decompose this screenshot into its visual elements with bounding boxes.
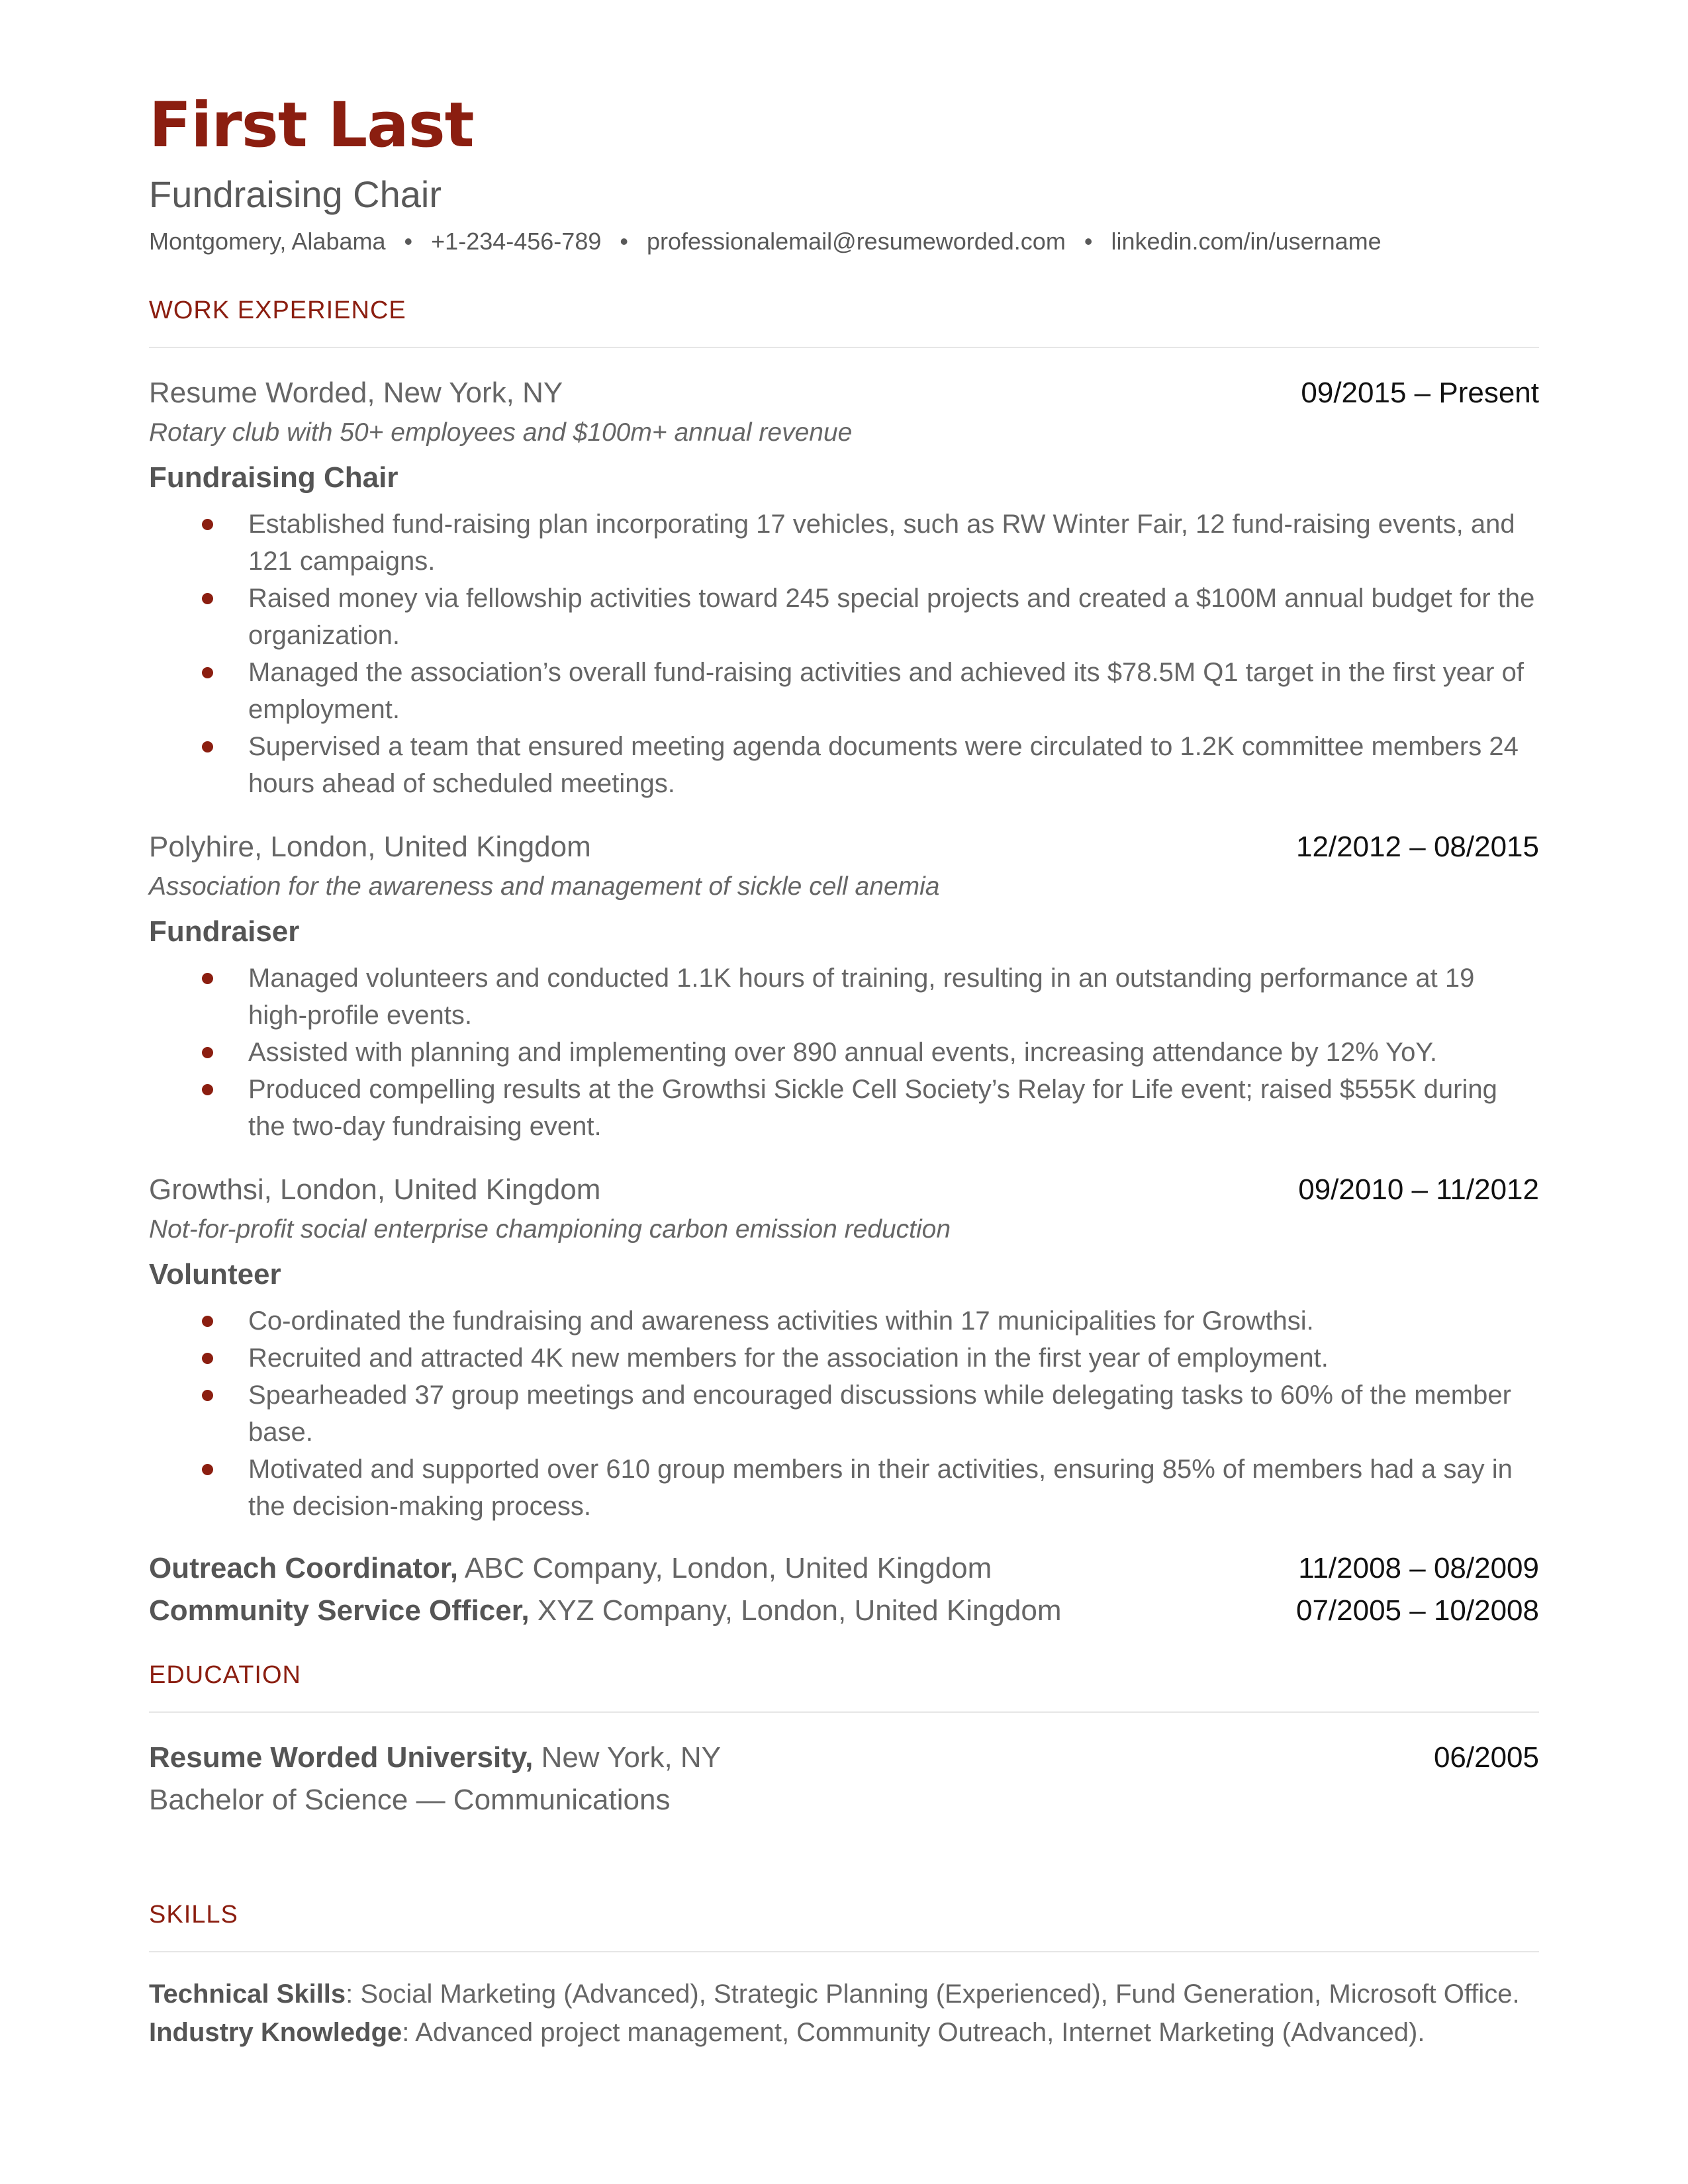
job-entry [149,372,1539,802]
job-header [149,372,1539,414]
bullet-text: Managed volunteers and conducted 1.1K hours of training, resulting in an outstanding performance at 19 high-profile events. [248,964,1475,1030]
bullet-text: Assisted with planning and implementing over 890 annual events, increasing attendance by 12% YoY. [248,1038,1438,1067]
bullet-text: Spearheaded 37 group meetings and encouraged discussions while delegating tasks to 60% of the member base. [248,1381,1511,1447]
job-dates: 12/2012 – 08/2015 [1295,831,1539,863]
short-job-role: Community Service Officer, [149,1594,530,1627]
bullet-dot-icon [202,519,213,530]
resume-header [149,86,1539,258]
short-jobs-list [149,1547,1539,1632]
bullet-dot-icon [202,1353,213,1364]
bullet-text: Managed the association’s overall fund-raising activities and achieved its $78.5M Q1 target in the first year of employment. [248,658,1524,724]
bullet-dot-icon [202,1316,213,1327]
job-role: Fundraising Chair [149,461,399,494]
bullet-text: Motivated and supported over 610 group members in their activities, ensuring 85% of members had a say in the decision-making process. [248,1455,1513,1521]
contact-linkedin: linkedin.com/in/username [1111,228,1382,255]
contact-phone: +1-234-456-789 [431,228,602,255]
job-header [149,826,1539,868]
bullet-dot-icon [202,667,213,678]
skills-industry-value: : Advanced project management, Community Outreach, Internet Marketing (Advanced). [402,2018,1425,2047]
skills-industry [149,2013,1539,2052]
contact-location: Montgomery, Alabama [149,228,386,255]
job-entry [149,826,1539,1145]
bullet-item [248,654,1539,728]
bullet-dot-icon [202,1084,213,1095]
job-entry [149,1169,1539,1525]
job-dates: 09/2010 – 11/2012 [1298,1173,1539,1206]
bullet-item [248,1034,1539,1071]
skills-list [149,1975,1539,2052]
bullet-text: Supervised a team that ensured meeting agenda documents were circulated to 1.2K committee members 24 hours ahead of scheduled meetings. [248,732,1519,798]
short-job-dates: 07/2005 – 10/2008 [1295,1594,1539,1627]
job-description: Rotary club with 50+ employees and $100m+ annual revenue [149,418,853,447]
skills-technical [149,1975,1539,2013]
candidate-title: Fundraising Chair [149,173,442,215]
job-bullets [149,960,1539,1145]
job-role: Fundraiser [149,915,300,948]
bullet-text: Co-ordinated the fundraising and awareness activities within 17 municipalities for Growthsi. [248,1306,1314,1336]
education-school: Resume Worded University, [149,1741,534,1774]
bullet-text: Produced compelling results at the Growthsi Sickle Cell Society’s Relay for Life event; raised $555K during the two-day fundraising event. [248,1075,1497,1141]
bullet-item [248,1377,1539,1451]
skills-technical-value: : Social Marketing (Advanced), Strategic Planning (Experienced), Fund Generation, Microsoft Office. [346,1979,1520,2009]
short-job-title [149,1547,992,1590]
contact-separator: • [404,228,413,255]
section-heading-education: EDUCATION [149,1659,1539,1713]
contact-line [149,225,1539,258]
contact-email: professionalemail@resumeworded.com [647,228,1066,255]
short-job-title [149,1590,1062,1632]
bullet-dot-icon [202,593,213,604]
skills-industry-label: Industry Knowledge [149,2018,402,2047]
bullet-text: Raised money via fellowship activities toward 245 special projects and created a $100M annual budget for the organization. [248,584,1535,650]
short-job-company: ABC Company, London, United Kingdom [464,1552,992,1584]
bullet-item [248,960,1539,1034]
job-bullets [149,506,1539,802]
bullet-item [248,1302,1539,1340]
section-heading-skills: SKILLS [149,1898,1539,1952]
job-description: Not-for-profit social enterprise championing carbon emission reduction [149,1215,951,1244]
work-experience-section [149,294,1539,1632]
short-job-entry [149,1590,1539,1632]
resume-page [149,86,1539,2052]
short-job-company: XYZ Company, London, United Kingdom [537,1594,1062,1627]
education-section [149,1659,1539,1821]
bullet-item [248,1071,1539,1145]
short-job-dates: 11/2008 – 08/2009 [1298,1552,1539,1584]
bullet-dot-icon [202,1047,213,1058]
bullet-item [248,1340,1539,1377]
education-location: New York, NY [541,1741,722,1774]
contact-separator: • [620,228,628,255]
short-job-entry [149,1547,1539,1590]
job-description: Association for the awareness and management of sickle cell anemia [149,872,940,901]
skills-section [149,1898,1539,2052]
job-company: Polyhire, London, United Kingdom [149,831,591,863]
bullet-dot-icon [202,1390,213,1401]
education-degree: Bachelor of Science — Communications [149,1784,671,1816]
bullet-text: Established fund-raising plan incorporating 17 vehicles, such as RW Winter Fair, 12 fund-raising events, and 121 campaigns. [248,510,1515,576]
contact-separator: • [1084,228,1093,255]
bullet-dot-icon [202,1464,213,1475]
job-company: Resume Worded, New York, NY [149,377,563,409]
bullet-item [248,506,1539,580]
education-entry [149,1737,1539,1779]
education-school-line [149,1737,721,1779]
bullet-text: Recruited and attracted 4K new members for the association in the first year of employment. [248,1343,1329,1373]
job-dates: 09/2015 – Present [1301,377,1539,409]
bullet-item [248,580,1539,654]
skills-technical-label: Technical Skills [149,1979,346,2009]
bullet-dot-icon [202,973,213,984]
bullet-item [248,728,1539,802]
job-role: Volunteer [149,1258,281,1291]
section-heading-work: WORK EXPERIENCE [149,294,1539,348]
job-bullets [149,1302,1539,1525]
bullet-dot-icon [202,741,213,752]
job-company: Growthsi, London, United Kingdom [149,1173,601,1206]
education-date: 06/2005 [1433,1741,1539,1774]
short-job-role: Outreach Coordinator, [149,1552,458,1584]
candidate-name: First Last [149,89,474,161]
bullet-item [248,1451,1539,1525]
job-header [149,1169,1539,1211]
